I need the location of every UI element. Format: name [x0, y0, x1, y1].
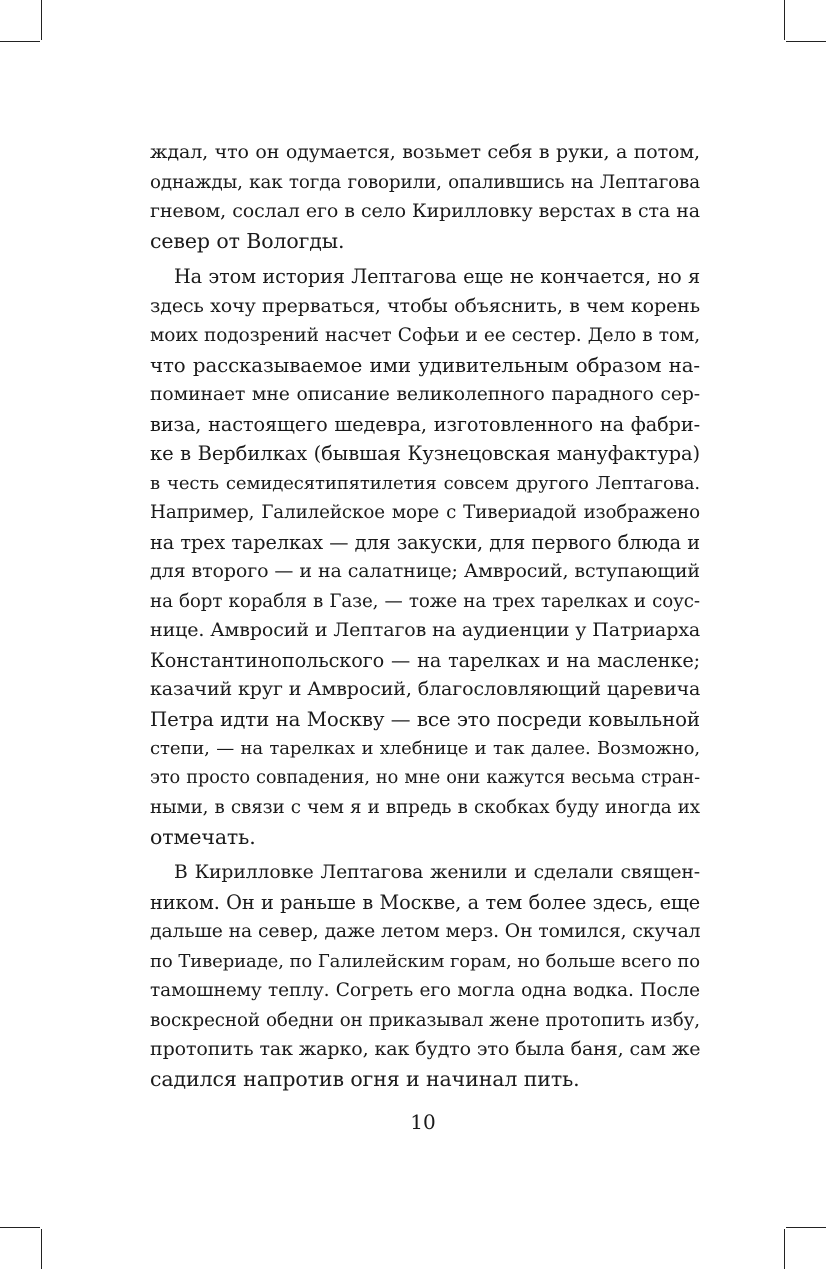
crop-mark-top-left-horizontal — [0, 41, 40, 42]
text-line: по Тивериаде, по Галилейским горам, но больше всего по — [150, 950, 700, 972]
text-line: поминает мне описание великолепного парадного сер- — [150, 384, 700, 405]
text-line: моих подозрений насчет Софьи и ее сестер. Дело в том, — [150, 325, 700, 346]
text-line: Константинопольского — на тарелках и на масленке; — [150, 648, 700, 672]
text-line: На этом история Лептагова еще не кончается, но я — [174, 265, 700, 288]
text-line: степи, — на тарелках и хлебнице и так далее. Возможно, — [150, 738, 700, 759]
text-line: дальше на север, даже летом мерз. Он томился, скучал — [150, 921, 701, 942]
crop-mark-top-left-vertical — [41, 0, 42, 40]
paragraph-2 — [150, 262, 700, 852]
text-line: протопить так жарко, как будто это была баня, сам же — [150, 1038, 701, 1060]
body-text — [150, 138, 700, 1094]
crop-mark-bottom-right-vertical — [784, 1229, 785, 1269]
paragraph-1 — [150, 138, 700, 256]
text-line: это просто совпадения, но мне они кажутся весьма стран- — [150, 767, 700, 788]
paragraph-3 — [150, 858, 700, 1094]
text-line: на трех тарелках — для закуски, для первого блюда и — [150, 530, 700, 554]
crop-mark-top-right-horizontal — [786, 41, 826, 42]
crop-mark-top-right-vertical — [784, 0, 785, 40]
crop-mark-bottom-right-horizontal — [786, 1227, 826, 1228]
text-line: казачий круг и Амвросий, благословляющий царевича — [150, 678, 701, 700]
text-line: ждал, что он одумается, возьмет себя в руки, а потом, — [150, 141, 700, 163]
text-line: воскресной обедни он приказывал жене протопить избу, — [150, 1009, 700, 1031]
text-line: садился напротив огня и начинал пить. — [150, 1066, 580, 1091]
text-line: здесь хочу прерваться, чтобы объяснить, в чем корень — [150, 294, 700, 317]
text-line: ке в Вербилках (бывшая Кузнецовская мануфактура) — [150, 442, 700, 465]
text-line: тамошнему теплу. Согреть его могла одна водка. После — [150, 980, 700, 1001]
text-line: отмечать. — [150, 824, 256, 849]
text-line: В Кирилловке Лептагова женили и сделали священ- — [174, 862, 700, 883]
text-line: гневом, сослал его в село Кирилловку верстах в ста на — [150, 200, 700, 222]
text-line: Петра идти на Москву — все это посреди ковыльной — [150, 707, 700, 731]
text-line: север от Вологды. — [150, 228, 345, 253]
crop-mark-bottom-left-vertical — [41, 1229, 42, 1269]
text-line: что рассказываемое ими удивительным образом на- — [150, 353, 700, 377]
text-line: нице. Амвросий и Лептагов на аудиенции у Патриарха — [150, 619, 701, 641]
text-line: ником. Он и раньше в Москве, а тем более здесь, еще — [150, 890, 700, 914]
text-line: в честь семидесятипятилетия совсем другого Лептагова. — [150, 472, 700, 494]
text-line: на борт корабля в Газе, — тоже на трех тарелках и соус- — [150, 590, 700, 612]
text-line: ными, в связи с чем я и впредь в скобках буду иногда их — [150, 797, 700, 818]
text-line: однажды, как тогда говорили, опалившись на Лептагова — [150, 171, 700, 193]
crop-mark-bottom-left-horizontal — [0, 1227, 40, 1228]
text-line: для второго — и на салатнице; Амвросий, вступающий — [150, 560, 700, 582]
text-line: виза, настоящего шедевра, изготовленного на фабри- — [150, 412, 700, 436]
page-number: 10 — [410, 1110, 436, 1134]
text-line: Например, Галилейское море с Тивериадой изображено — [150, 502, 700, 523]
